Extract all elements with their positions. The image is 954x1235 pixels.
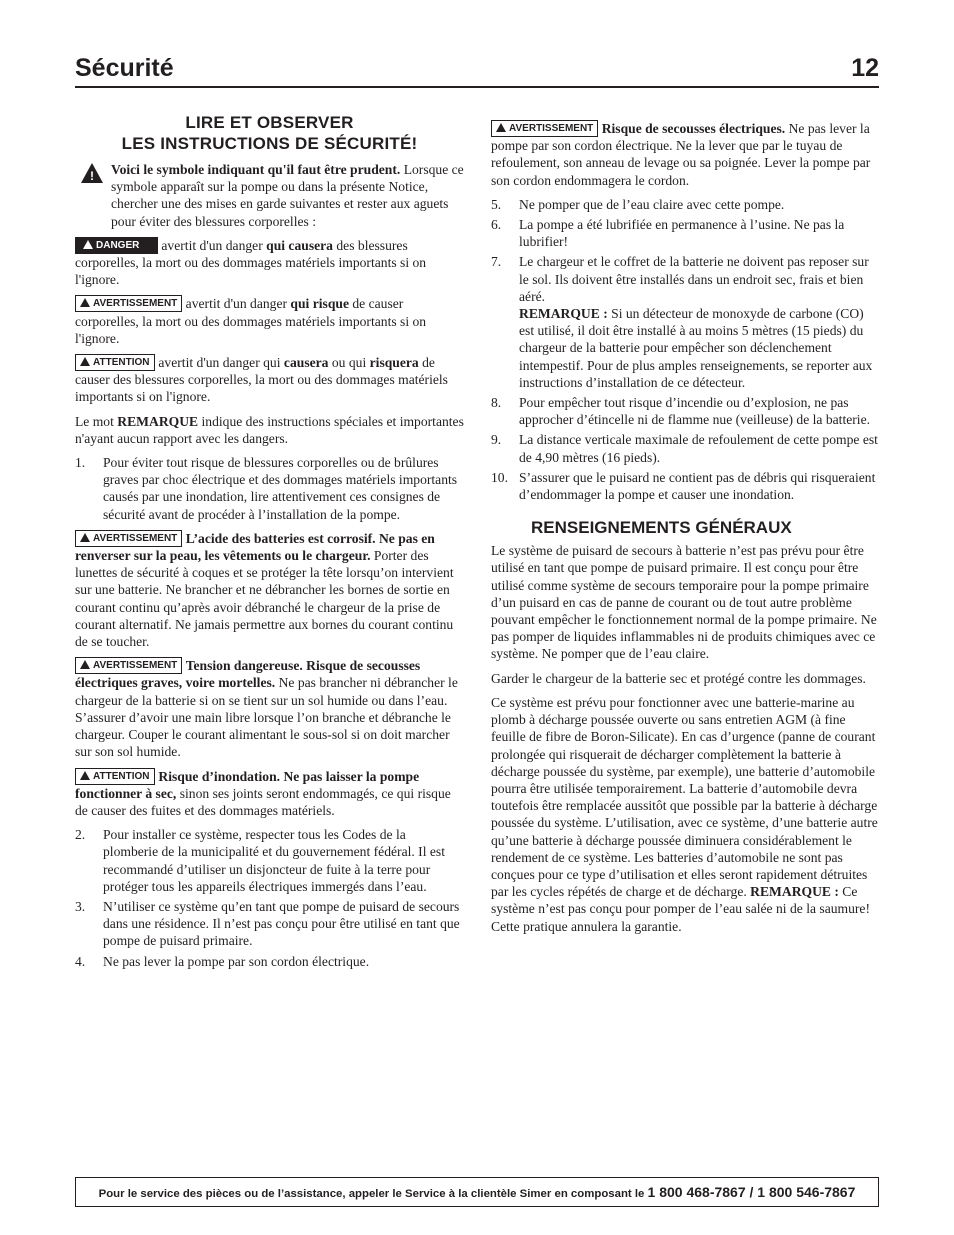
item-text: Ne pomper que de l’eau claire avec cette pompe. [519,196,785,212]
safety-heading [75,112,464,154]
attention-bold-1: causera [283,355,329,371]
service-footer [75,1177,879,1207]
flood-text: sinon ses joints seront endommagés, ce qui risque de causer des fuites et des dommages matériels. [75,785,451,818]
warning-label: AVERTISSEMENT [509,123,594,134]
warning-triangle-icon: ! [81,163,103,183]
item-text: Ne pas lever la pompe par son cordon électrique. [103,953,370,969]
symbol-text: Lorsque ce symbole apparaît sur la pompe ou dans la présente Notice, chercher une des mises en garde suivantes et rester aux aguets pour éviter des blessures corporelles : [111,162,464,229]
flood-attention-paragraph [75,768,464,820]
warning-triangle-icon [83,240,93,249]
general-info-heading: RENSEIGNEMENTS GÉNÉRAUX [531,518,792,538]
heading-line-2: LES INSTRUCTIONS DE SÉCURITÉ! [121,134,418,153]
item-text: La distance verticale maximale de refoulement de cette pompe est de 4,90 mètres (16 pieds). [519,432,878,465]
list-item [491,196,879,213]
item-number: 6. [491,217,502,233]
attention-mid: ou qui [328,355,370,371]
warning-triangle-icon [80,533,90,542]
symbol-bold-text: Voici le symbole indiquant qu'il faut être prudent. [111,162,401,177]
list-item [491,216,879,250]
attention-post: de causer des blessures corporelles, la mort ou des dommages matériels importants si on l'ignore. [75,355,448,405]
danger-paragraph [75,237,464,289]
item-text: S’assurer que le puisard ne contient pas de débris qui risqueraient d’endommager la pompe et causer une inondation. [519,469,876,503]
item-number: 3. [75,898,86,914]
warning-badge [491,120,598,137]
attention-badge [75,768,155,785]
acid-warning-paragraph [75,530,464,650]
list-item [491,394,879,428]
item-text: La pompe a été lubrifiée en permanence à l’usine. Ne pas la lubrifier! [519,217,845,250]
acid-bold: L’acide des batteries est corrosif. Ne pas en renverser sur la peau, les vêtements ou le chargeur. [75,530,435,564]
attention-label: ATTENTION [93,770,150,782]
item-number: 4. [75,953,86,969]
danger-bold: qui causera [266,237,333,253]
danger-post: des blessures corporelles, la mort ou des dommages matériels importants si on l'ignore. [75,237,427,288]
attention-badge [75,354,155,371]
remarque-pre: Le mot [75,413,118,429]
page-title: Sécurité [75,54,174,82]
warning-triangle-icon [80,357,90,366]
attention-pre: avertit d'un danger qui [155,355,284,371]
warning-pre: avertit d'un danger [182,296,291,312]
general-p3-bold: REMARQUE : [750,884,839,900]
warning-bold: qui risque [290,296,349,312]
attention-paragraph [75,354,464,406]
general-paragraph-2: Garder le chargeur de la batterie sec et protégé contre les dommages. [491,670,866,686]
danger-badge [75,237,158,254]
general-p3-end: Ce système n’est pas conçu pour pomper de l’eau salée ni de la saumure! Cette pratique annulera la garantie. [491,884,870,934]
safety-list-2 [75,826,464,970]
warning-badge [75,657,182,674]
tension-bold: Tension dangereuse. Risque de secousses électriques graves, voire mortelles. [75,658,421,691]
general-paragraph-1: Le système de puisard de secours à batterie n’est pas prévu pour être utilisé en tant que pompe de puisard primaire. Il est conçu pour être utilisé comme système de secours temporaire pour la pompe primaire d’un puisard en cas de panne de courant ou de tout autre problème pouvant empêcher le fonctionnement normal de la pompe primaire. Ne pas pomper de liquides inflammables ni de produits chimiques avec ce système. Ne pomper que de l’eau claire. [491,543,877,662]
acid-text: Porter des lunettes de sécurité à coques et se protéger la tête lorsqu’on intervient sur une batterie. Ne brancher et ne débrancher les bornes de sortie en courant continu qu’après avoir débranché le chargeur de la prise de courant alternatif. Ne jamais permettre aux bornes du courant continu de se toucher. [75,548,454,650]
warning-label: AVERTISSEMENT [93,298,178,310]
general-paragraph-3 [491,694,879,935]
item-text: Le chargeur et le coffret de la batterie ne doivent pas reposer sur le sol. Ils doivent être installés dans un endroit sec, frais et bien aéré. [519,254,869,304]
remarque-post: indique des instructions spéciales et importantes n'ayant aucun rapport avec les dangers. [75,413,464,446]
danger-pre: avertit d'un danger [158,237,267,253]
item-text: N’utiliser ce système qu’en tant que pompe de puisard de secours dans une résidence. Il n’est pas conçu pour être utilisé en tant que pompe de puisard primaire. [103,898,460,949]
page-header [75,50,879,88]
warning-triangle-icon [80,771,90,780]
item-text: Pour installer ce système, respecter tous les Codes de la plomberie de la municipalité et du gouvernement fédéral. Il est recommandé d’utiliser un disjoncteur de fuite à la terre pour protéger tous les appareils électriques immergés dans l’eau. [103,827,445,894]
warning-triangle-icon [80,660,90,669]
item-text: Pour éviter tout risque de blessures corporelles ou de brûlures graves par choc électrique et des dommages matériels importants causés par une inondation, lire attentivement ces consignes de sécurité avant de procéder à l’installation de la pompe. [103,455,458,522]
warning-post: de causer corporelles, la mort ou des dommages matériels importants si on l'ignore. [75,296,427,346]
list-item [491,431,879,465]
remarque-paragraph [75,413,464,447]
item-number: 2. [75,827,86,843]
attention-label: ATTENTION [93,357,150,369]
shock-warning-paragraph [491,120,879,189]
list-item [75,826,464,895]
tension-warning-paragraph [75,657,464,760]
safety-symbol-paragraph [75,161,464,230]
warning-label: AVERTISSEMENT [93,532,178,544]
warning-badge [75,295,182,312]
page-number: 12 [851,54,879,82]
warning-label: AVERTISSEMENT [93,660,178,672]
right-column [491,120,879,942]
warning-badge [75,530,182,547]
shock-bold: Risque de secousses électriques. [601,121,786,136]
heading-line-1: LIRE ET OBSERVER [185,113,354,132]
warning-triangle-icon [80,298,90,307]
attention-bold-2: risquera [369,355,419,371]
warning-triangle-icon [496,123,506,132]
list-item [75,454,464,523]
item-number: 10. [491,469,508,485]
tension-text: Ne pas brancher ni débrancher le chargeur de la batterie si on se tient sur un sol humide ou dans l’eau. S’assurer d’avoir une main libre lorsque l’on branche et débranche le chargeur. Couper le courant alimentant le sous-sol si on doit marcher sur son sol humide. [75,675,458,760]
note-bold: REMARQUE : [519,306,608,322]
remarque-bold: REMARQUE [117,413,199,429]
safety-list-1 [75,454,464,523]
danger-label: DANGER [96,239,140,251]
item-text: Pour empêcher tout risque d’incendie ou d’explosion, ne pas approcher d’étincelle ni de flamme nue (veilleuse) de la batterie. [519,395,871,428]
shock-text: Ne pas lever la pompe par son cordon électrique. Ne la lever que par le tuyau de refoulement, son anneau de levage ou sa poignée. Lever la pompe par son cordon endommagera le cordon. [491,121,871,188]
list-item [75,953,464,970]
list-item [491,469,879,503]
warning-paragraph [75,295,464,347]
flood-bold: Risque d’inondation. Ne pas laisser la pompe fonctionner à sec, [75,768,420,801]
note-text: Si un détecteur de monoxyde de carbone (CO) est utilisé, il doit être installé à au moins 5 mètres (15 pieds) du chargeur de la batterie pour empêcher son déclenchement intempestif. Pour de plus amples renseignements, se reporter aux instructions d’installation de ce détecteur. [519,306,873,390]
item-number: 5. [491,196,502,212]
footer-phone-numbers: 1 800 468-7867 / 1 800 546-7867 [647,1184,856,1200]
list-item [491,253,879,391]
safety-list-3 [491,196,879,503]
item-number: 8. [491,395,502,411]
item-number: 9. [491,432,502,448]
item-number: 7. [491,254,502,270]
general-p3-text: Ce système est prévu pour fonctionner avec une batterie-marine au plomb à décharge poussée ouverte ou sans entretien AGM (à fine feuille de fibre de Boron-Silicate). En cas d’urgence (panne de courant prolongée qui risquerait de décharger complètement la batterie à décharge poussée du système, par exemple), une batterie d’automobile pourra être utilisée temporairement. La batterie d’automobile devra toutefois être remplacée aussitôt que possible par la batterie à décharge poussée du système. L’utilisation, avec ce système, d’une batterie autre qu’une batterie à décharge poussée diminuera considérablement le rendement de ce système. Les batteries d’automobile ne sont pas conçues pour ce type d’utilisation et elles seront rapidement détruites par les cycles répétés de charge et de décharge. [491,694,878,900]
left-column [75,112,464,977]
footer-text: Pour le service des pièces ou de l’assistance, appeler le Service à la clientèle Simer en composant le [98,1188,648,1200]
item-number: 1. [75,455,86,471]
list-item [75,898,464,950]
